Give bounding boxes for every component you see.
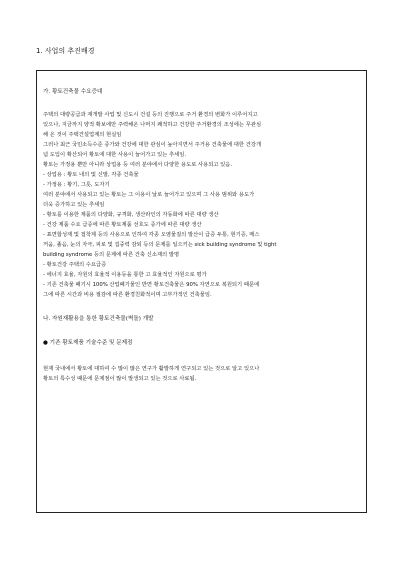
text-line: - 에너지 효율, 자원의 효율적 이용등을 통한 고 효율적인 자원으로 평가 bbox=[43, 272, 207, 278]
page-heading: 1. 사업의 추진배경 bbox=[36, 47, 95, 55]
text-line: - 황토건강 주택의 수요급증 bbox=[43, 262, 107, 268]
text-line: 그에 따른 시간과 비용 절감에 따른 환경친화적이며 고부가적인 건축물임. bbox=[43, 292, 212, 298]
text-line: 꺼움, 졸음, 눈의 자극, 피로 및 집중력 감퇴 등의 문제를 일으키는 sick building syndrome 및 tight bbox=[43, 242, 277, 248]
text-line: - 표면합성재 및 접착제 등의 사용으로 인하여 각종 오염물질의 발산이 급증 두통, 현기증, 메스 bbox=[43, 232, 260, 238]
text-line: 황토의 특수성 때문에 문제점이 많이 발생되고 있는 것으로 사료됨. bbox=[43, 376, 197, 382]
text-line: 더욱 증가하고 있는 추세임 bbox=[43, 202, 105, 208]
text-line: - 황토를 이용한 제품의 다양화, 규격화, 생산라인의 자동화에 따른 대량 생산 bbox=[43, 212, 219, 218]
text-line: 여러 분야에서 사용되고 있는 황토는 그 이용이 날로 늘어가고 있으며 그 사용 범위와 용도가 bbox=[43, 192, 255, 198]
text-line: 념 도입이 확산되어 황토에 대한 사용이 늘어가고 있는 추세임. bbox=[43, 152, 187, 158]
text-line: 해 온 것이 주택건설업계의 현실임 bbox=[43, 132, 122, 138]
section-heading: 나. 자원재활용을 통한 황토건축물(벽돌) 개발 bbox=[43, 316, 154, 322]
text-line: 그러나 최근 국민소득수준 증가와 건강에 대한 관심이 높아지면서 주거용 건축물에 대한 건강개 bbox=[43, 142, 262, 148]
text-line: 현재 국내에서 황토에 대하여 수 많이 많은 연구가 활발하게 연구되고 있는 것으로 알고 있으나 bbox=[43, 366, 260, 372]
text-line: - 가정용 : 황기, 그릇, 도자기 bbox=[43, 182, 110, 188]
text-line: - 건강 제품 수요 급증에 따른 황토제품 선호도 증가에 따른 대량 생산 bbox=[43, 222, 202, 228]
section-heading: ● 기존 황토제품 기술수준 및 문제점 bbox=[43, 340, 133, 346]
text-line: - 기존 건축물 폐기시 100% 산업폐기물인 반면 황토건축물은 90% 자연으로 복원되기 때문에 bbox=[43, 282, 260, 288]
text-line: 있으나, 지금까지 양적 확보에만 주력해온 나머지 쾌적하고 건강한 주거환경의 조성에는 무관심 bbox=[43, 122, 262, 128]
section-heading: 가. 황토건축물 수요증대 bbox=[43, 89, 103, 95]
text-line: 주택의 대량공급과 재개발 사업 및 신도시 건설 등의 진행으로 주거 환경의 변화가 이루어지고 bbox=[43, 112, 258, 118]
text-line: building syndrome 등의 문제에 따른 건축 신소재의 발명 bbox=[43, 252, 180, 258]
text-line: - 상업용 : 황토 내의 및 신발, 각종 건축물 bbox=[43, 172, 139, 178]
text-line: 황토는 가정용 뿐만 아니라 상업용 등 여러 분야에서 다양한 용도로 사용되고 있음. bbox=[43, 162, 233, 168]
